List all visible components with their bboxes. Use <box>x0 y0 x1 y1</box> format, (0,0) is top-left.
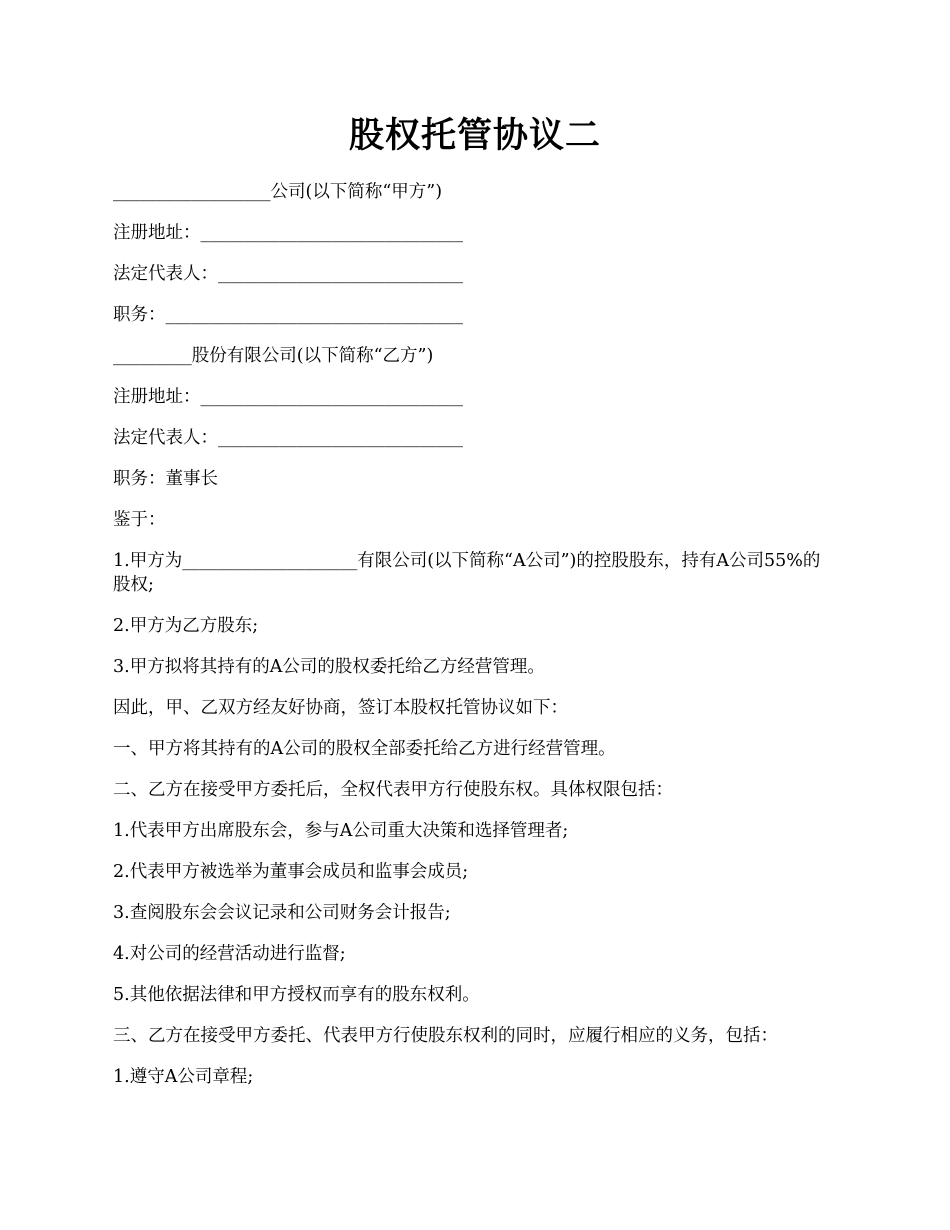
clause-2-item-4: 4.对公司的经营活动进行监督; <box>113 944 346 964</box>
clause-2-item-5: 5.其他依据法律和甲方授权而享有的股东权利。 <box>113 985 480 1005</box>
clause-2: 二、乙方在接受甲方委托后，全权代表甲方行使股东权。具体权限包括： <box>113 780 673 800</box>
party-a-representative-line: 法定代表人：____________________________ <box>113 264 463 284</box>
clause-1: 一、甲方将其持有的A公司的股权全部委托给乙方进行经营管理。 <box>113 739 616 759</box>
clause-3-item-1: 1.遵守A公司章程; <box>113 1067 254 1087</box>
party-a-name-line: __________________公司(以下简称“甲方”) <box>113 182 443 202</box>
document-body <box>113 180 835 1106</box>
recital-3: 3.甲方拟将其持有的A公司的股权委托给乙方经营管理。 <box>113 657 545 677</box>
clause-2-item-3: 3.查阅股东会会议记录和公司财务会计报告; <box>113 903 451 923</box>
party-b-representative-line: 法定代表人：____________________________ <box>113 428 463 448</box>
clause-2-item-1: 1.代表甲方出席股东会，参与A公司重大决策和选择管理者; <box>113 821 569 841</box>
agreement-intro: 因此，甲、乙双方经友好协商，签订本股权托管协议如下： <box>113 698 568 718</box>
party-b-position-line: 职务：董事长 <box>113 469 218 489</box>
whereas-heading: 鉴于： <box>113 510 166 530</box>
party-b-name-line: _________股份有限公司(以下简称“乙方”) <box>113 346 434 366</box>
recital-2: 2.甲方为乙方股东; <box>113 616 259 636</box>
party-a-address-line: 注册地址：______________________________ <box>113 223 463 243</box>
clause-2-item-2: 2.代表甲方被选举为董事会成员和监事会成员; <box>113 862 469 882</box>
party-b-address-line: 注册地址：______________________________ <box>113 387 463 407</box>
document-title: 股权托管协议二 <box>348 115 601 156</box>
party-a-position-line: 职务：__________________________________ <box>113 305 463 325</box>
recital-1: 1.甲方为____________________有限公司(以下简称“A公司”)的控股股东，持有A公司55%的股权; <box>113 551 821 595</box>
clause-3: 三、乙方在接受甲方委托、代表甲方行使股东权利的同时，应履行相应的义务，包括： <box>113 1026 778 1046</box>
